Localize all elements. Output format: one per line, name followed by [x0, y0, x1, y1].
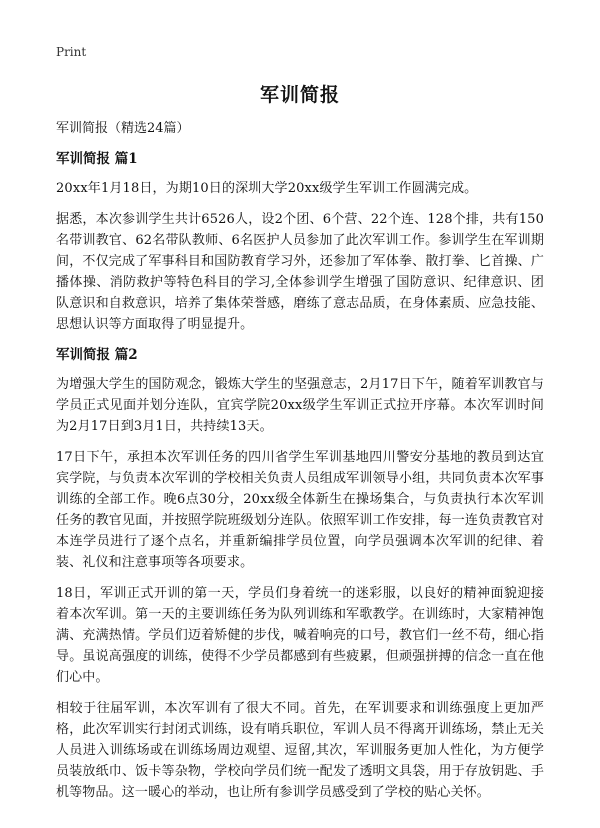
- section-2: [56, 345, 544, 803]
- paragraph: 据悉，本次参训学生共计6526人，设2个团、6个营、22个连、128个排，共有150名带训教官、62名带队教师、6名医护人员参加了此次军训工作。参训学生在军训期间，不仅完成了军事科目和国防教育学习外，还参加了军体拳、散打拳、匕首操、广播体操、消防救护等特色科目的学习,全体参训学生增强了国防意识、纪律意识、团队意识和自救意识，培养了集体荣誉感，磨练了意志品质，在身体素质、应急技能、思想认识等方面取得了明显提升。: [56, 212, 544, 332]
- section-heading: 军训简报 篇2: [56, 347, 138, 363]
- paragraph: 为增强大学生的国防观念，锻炼大学生的坚强意志，2月17日下午，随着军训教官与学员正式见面并划分连队，宜宾学院20xx级学生军训正式拉开序幕。本次军训时间为2月17日到3月1日，共持续13天。: [56, 377, 544, 434]
- paragraph: 18日，军训正式开训的第一天，学员们身着统一的迷彩服，以良好的精神面貌迎接着本次军训。第一天的主要训练任务为队列训练和军歌教学。在训练时，大家精神饱满、充满热情。学员们迈着矫健的步伐，喊着响亮的口号，教官们一丝不苟，细心指导。虽说高强度的训练，使得不少学员都感到有些疲累，但顽强拼搏的信念一直在他们心中。: [56, 586, 544, 685]
- section-1: [56, 149, 544, 335]
- paragraph: 相较于往届军训，本次军训有了很大不同。首先，在军训要求和训练强度上更加严格，此次军训实行封闭式训练，设有哨兵职位，军训人员不得离开训练场，禁止无关人员进入训练场或在训练场周边观望、逗留,其次，军训服务更加人性化，为方便学员装放纸巾、饭卡等杂物，学校向学员们统一配发了透明文具袋，用于存放钥匙、手机等物品。这一暖心的举动，也让所有参训学员感受到了学校的贴心关怀。: [56, 701, 544, 800]
- print-label: Print: [56, 45, 87, 59]
- paragraph: 17日下午，承担本次军训任务的四川省学生军训基地四川警安分基地的教员到达宜宾学院，与负责本次军训的学校相关负责人员组成军训领导小组，共同负责本次军事训练的全部工作。晚6点30分，20xx级全体新生在操场集合，与负责执行本次军训任务的教官见面，并按照学院班级划分连队。依照军训工作安排，每一连负责教官对本连学员进行了逐个点名，并重新编排学员位置，向学员强调本次军训的纪律、着装、礼仪和注意事项等各项要求。: [56, 450, 544, 570]
- document-subtitle: 军训简报（精选24篇）: [56, 121, 190, 136]
- document-body: [56, 118, 544, 813]
- section-heading: 军训简报 篇1: [56, 151, 138, 167]
- paragraph: 20xx年1月18日，为期10日的深圳大学20xx级学生军训工作圆满完成。: [56, 181, 478, 196]
- page-title: 军训简报: [259, 84, 340, 106]
